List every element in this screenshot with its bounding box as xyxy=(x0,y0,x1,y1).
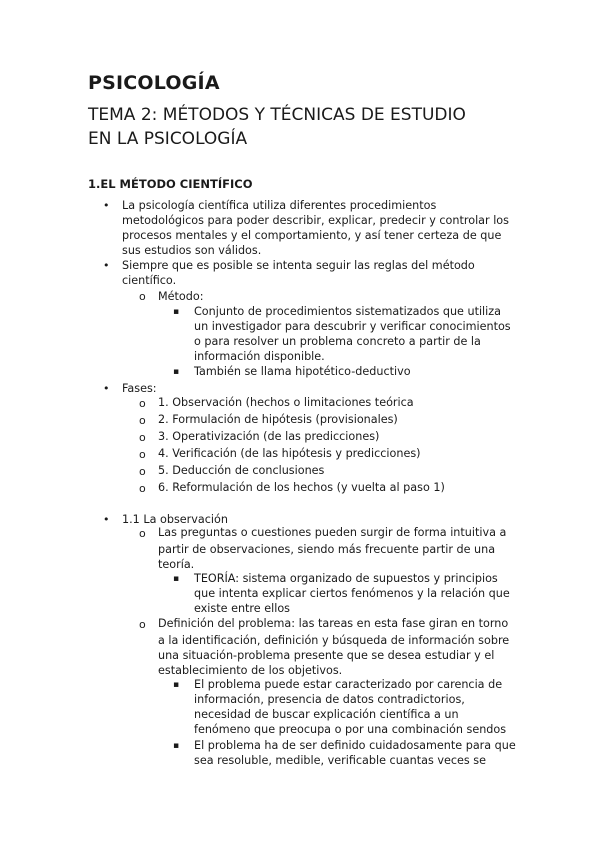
text-line: TEORÍA: sistema organizado de supuestos y principios xyxy=(194,572,498,585)
bullet-icon: ▪ xyxy=(173,574,180,584)
text-line: Definición del problema: las tareas en esta fase giran en torno xyxy=(158,617,509,630)
bullet-icon: ▪ xyxy=(173,741,180,751)
bullet-icon: • xyxy=(103,199,110,212)
text-line: teoría. xyxy=(158,558,195,571)
text-line: También se llama hipotético-deductivo xyxy=(194,365,411,378)
bullet-icon: • xyxy=(103,382,110,395)
text-line: establecimiento de los objetivos. xyxy=(158,664,343,677)
text-line: Método: xyxy=(158,290,204,303)
text-line: a la identificación, definición y búsqueda de información sobre xyxy=(158,634,510,647)
text-line: un investigador para descubrir y verificar conocimientos xyxy=(194,320,511,333)
text-line: necesidad de buscar explicación científica a un xyxy=(194,708,459,721)
text-line: partir de observaciones, siendo más frecuente partir de una xyxy=(158,543,496,556)
list-item: 1. Observación (hechos o limitaciones teórica xyxy=(158,396,414,409)
list-item: 3. Operativización (de las predicciones) xyxy=(158,430,380,443)
text-line: Las preguntas o cuestiones pueden surgir de forma intuitiva a xyxy=(158,526,507,539)
bullet-icon: • xyxy=(103,259,110,272)
text-line: procesos mentales y el comportamiento, y así tener certeza de que xyxy=(122,229,502,242)
bullet-icon: ▪ xyxy=(173,680,180,690)
bullet-icon: ▪ xyxy=(173,367,180,377)
bullet-icon: o xyxy=(139,290,146,303)
text-line: El problema puede estar caracterizado por carencia de xyxy=(194,678,503,691)
bullet-icon: o xyxy=(139,618,146,631)
text-line: El problema ha de ser definido cuidadosamente para que xyxy=(194,739,516,752)
section-heading: 1.EL MÉTODO CIENTÍFICO xyxy=(88,177,253,191)
text-line: sus estudios son válidos. xyxy=(122,244,262,257)
bullet-icon: o xyxy=(139,465,146,478)
text-line: información disponible. xyxy=(194,350,325,363)
text-line: metodológicos para poder describir, explicar, predecir y controlar los xyxy=(122,214,509,227)
text-line: La psicología científica utiliza diferentes procedimientos xyxy=(122,199,437,212)
text-line: o para resolver un problema concreto a partir de la xyxy=(194,335,481,348)
bullet-icon: o xyxy=(139,397,146,410)
text-line: una situación-problema presente que se desea estudiar y el xyxy=(158,649,495,662)
list-item: 4. Verificación (de las hipótesis y predicciones) xyxy=(158,447,421,460)
text-line: que intenta explicar ciertos fenómenos y la relación que xyxy=(194,587,510,600)
subtitle-line-2: EN LA PSICOLOGÍA xyxy=(88,129,248,149)
text-line: Fases: xyxy=(122,382,157,395)
bullet-icon: o xyxy=(139,431,146,444)
bullet-icon: ▪ xyxy=(173,307,180,317)
document-title: PSICOLOGÍA xyxy=(88,72,220,94)
bullet-icon: • xyxy=(103,513,110,526)
text-line: sea resoluble, medible, verificable cuantas veces se xyxy=(194,754,486,767)
bullet-icon: o xyxy=(139,482,146,495)
list-item: 6. Reformulación de los hechos (y vuelta al paso 1) xyxy=(158,481,445,494)
text-line: científico. xyxy=(122,274,177,287)
text-line: Conjunto de procedimientos sistematizados que utiliza xyxy=(194,305,502,318)
text-line: fenómeno que preocupa o por una combinación sendos xyxy=(194,723,507,736)
text-line: información, presencia de datos contradictorios, xyxy=(194,693,465,706)
text-line: Siempre que es posible se intenta seguir las reglas del método xyxy=(122,259,475,272)
list-item: 2. Formulación de hipótesis (provisionales) xyxy=(158,413,398,426)
bullet-icon: o xyxy=(139,527,146,540)
bullet-icon: o xyxy=(139,448,146,461)
bullet-icon: o xyxy=(139,414,146,427)
subtitle-line-1: TEMA 2: MÉTODOS Y TÉCNICAS DE ESTUDIO xyxy=(88,105,466,125)
list-item: 5. Deducción de conclusiones xyxy=(158,464,325,477)
text-line: existe entre ellos xyxy=(194,602,290,615)
text-line: 1.1 La observación xyxy=(122,513,228,526)
